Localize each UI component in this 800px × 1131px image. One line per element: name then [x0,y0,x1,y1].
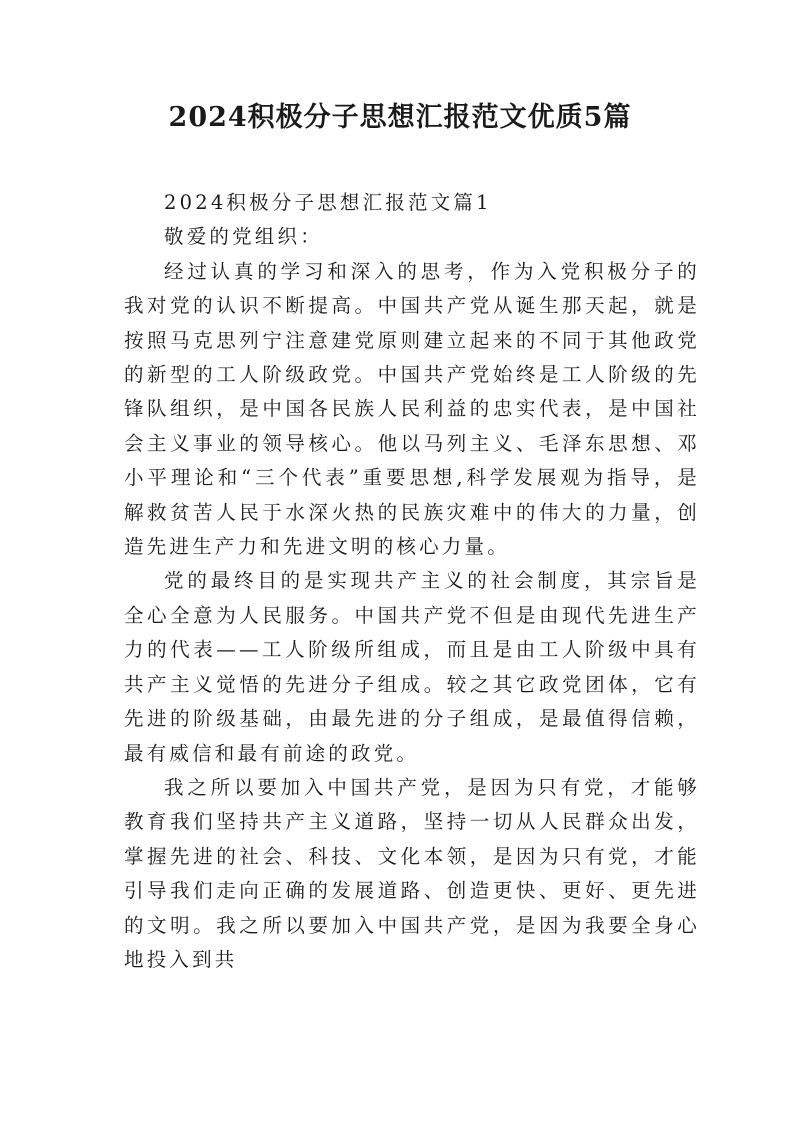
salutation: 敬爱的党组织： [164,225,323,249]
paragraph-2: 党的最终目的是实现共产主义的社会制度，其宗旨是全心全意为人民服务。中国共产党不但是由现代先进生产力的代表——工人阶级所组成，而且是由工人阶级中具有共产主义觉悟的先进分子组成。较之其它政党团体，它有先进的阶级基础，由最先进的分子组成，是最值得信赖，最有威信和最有前途的政党。 [124,569,700,765]
document-title: 2024积极分子思想汇报范文优质5篇 [168,102,632,133]
paragraph-3: 我之所以要加入中国共产党，是因为只有党，才能够教育我们坚持共产主义道路，坚持一切从人民群众出发，掌握先进的社会、科技、文化本领，是因为只有党，才能引导我们走向正确的发展道路、创造更快、更好、更先进的文明。我之所以要加入中国共产党，是因为我要全身心地投入到共 [124,775,700,971]
document-body [124,186,700,977]
section-heading: 2024积极分子思想汇报范文篇1 [164,191,492,214]
paragraph-1: 经过认真的学习和深入的思考，作为入党积极分子的我对党的认识不断提高。中国共产党从诞生那天起，就是按照马克思列宁注意建党原则建立起来的不同于其他政党的新型的工人阶级政党。中国共产党始终是工人阶级的先锋队组织，是中国各民族人民利益的忠实代表，是中国社会主义事业的领导核心。他以马列主义、毛泽东思想、邓小平理论和“三个代表”重要思想,科学发展观为指导，是解救贫苦人民于水深火热的民族灾难中的伟大的力量，创造先进生产力和先进文明的核心力量。 [124,259,700,559]
